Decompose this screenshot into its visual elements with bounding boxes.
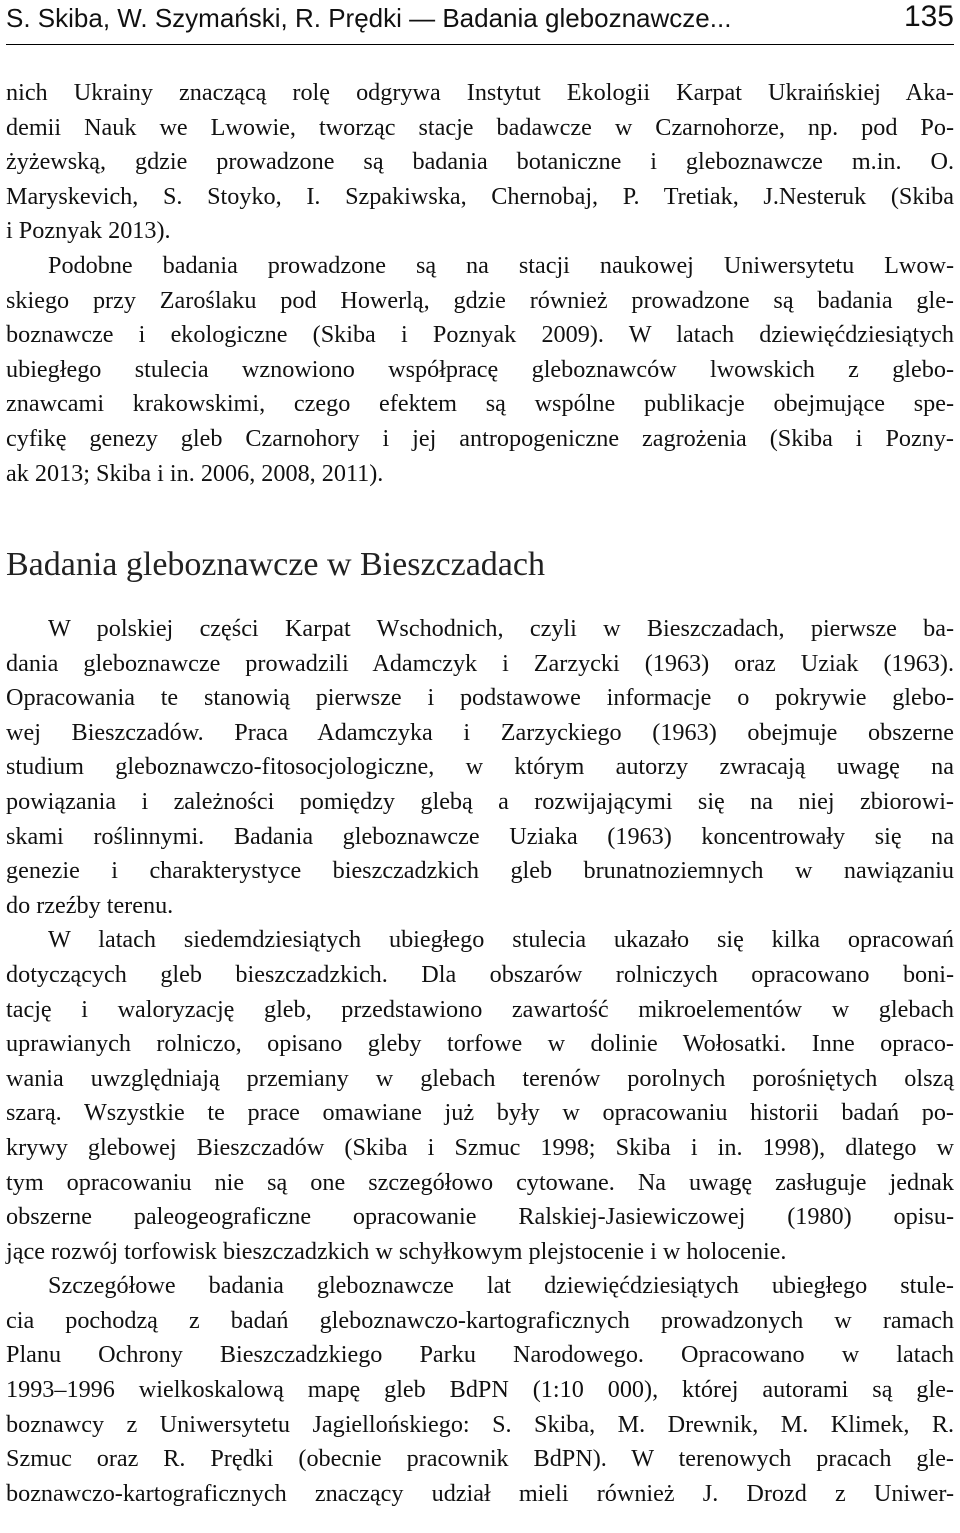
text-line: i Poznyak 2013). bbox=[6, 217, 171, 245]
text-line: szarą. Wszystkie te prace omawiane już były w opracowaniu historii badań po- bbox=[6, 1099, 954, 1127]
text-line: nich Ukrainy znaczącą rolę odgrywa Instytut Ekologii Karpat Ukraińskiej Aka- bbox=[6, 79, 954, 106]
text-line: W latach siedemdziesiątych ubiegłego stulecia ukazało się kilka opracowań bbox=[48, 926, 954, 954]
text-line: żyżewską, gdzie prowadzone są badania botaniczne i gleboznawcze m.in. O. bbox=[6, 148, 954, 176]
paragraph bbox=[6, 76, 954, 249]
text-line: Opracowania te stanowią pierwsze i podstawowe informacje o pokrywie glebo- bbox=[6, 684, 954, 712]
text-line: 1993–1996 wielkoskalową mapę gleb BdPN (1:10 000), której autorami są gle- bbox=[6, 1376, 954, 1404]
text-line: uprawianych rolniczo, opisano gleby torfowe w dolinie Wołosatki. Inne opraco- bbox=[6, 1030, 954, 1058]
paragraph bbox=[6, 1269, 954, 1511]
paragraph bbox=[6, 249, 954, 491]
text-line: tację i waloryzację gleb, przedstawiono zawartość mikroelementów w glebach bbox=[6, 995, 954, 1023]
text-line: skiego przy Zaroślaku pod Howerlą, gdzie również prowadzone są badania gle- bbox=[6, 286, 954, 314]
text-line: wania uwzględniają przemiany w glebach terenów porolnych porośniętych olszą bbox=[6, 1064, 954, 1092]
text-line: ubiegłego stulecia wznowiono współpracę gleboznawców lwowskich z glebo- bbox=[6, 355, 954, 383]
section-text bbox=[6, 612, 954, 1511]
running-title: S. Skiba, W. Szymański, R. Prędki — Badania gleboznawcze... bbox=[6, 3, 732, 33]
text-line: dania gleboznawcze prowadzili Adamczyk i Zarzycki (1963) oraz Uziak (1963). bbox=[6, 649, 954, 677]
text-line: skami roślinnymi. Badania gleboznawcze Uziaka (1963) koncentrowały się na bbox=[6, 822, 954, 850]
text-line: genezie i charakterystyce bieszczadzkich gleb brunatnoziemnych w nawiązaniu bbox=[6, 857, 954, 885]
text-line: do rzeźby terenu. bbox=[6, 891, 174, 919]
page-number: 135 bbox=[903, 0, 954, 33]
text-line: Podobne badania prowadzone są na stacji naukowej Uniwersytetu Lwow- bbox=[48, 251, 954, 279]
text-line: ak 2013; Skiba i in. 2006, 2008, 2011). bbox=[6, 459, 384, 487]
intro-text bbox=[6, 76, 954, 491]
text-line: powiązania i zależności pomiędzy glebą a rozwijającymi się na niej zbiorowi- bbox=[6, 787, 954, 815]
text-line: Maryskevich, S. Stoyko, I. Szpakiwska, Chernobaj, P. Tretiak, J.Nesteruk (Skiba bbox=[6, 182, 954, 210]
paragraph bbox=[6, 612, 954, 923]
running-header bbox=[6, 0, 954, 45]
text-line: W polskiej części Karpat Wschodnich, czyli w Bieszczadach, pierwsze ba- bbox=[48, 615, 954, 642]
text-line: obszerne paleogeograficzne opracowanie Ralskiej-Jasiewiczowej (1980) opisu- bbox=[6, 1203, 954, 1231]
text-line: dotyczących gleb bieszczadzkich. Dla obszarów rolniczych opracowano boni- bbox=[6, 960, 954, 988]
text-line: studium gleboznawczo-fitosocjologiczne, w którym autorzy zwracają uwagę na bbox=[6, 753, 954, 781]
text-line: cyfikę genezy gleb Czarnohory i jej antropogeniczne zagrożenia (Skiba i Pozny- bbox=[6, 424, 954, 452]
text-line: boznawczo-kartograficznych znaczący udział mieli również J. Drozd z Uniwer- bbox=[6, 1479, 954, 1507]
section-heading: Badania gleboznawcze w Bieszczadach bbox=[6, 546, 545, 583]
text-line: znawcami krakowskimi, czego efektem są wspólne publikacje obejmujące spe- bbox=[6, 390, 954, 418]
text-line: wej Bieszczadów. Praca Adamczyka i Zarzyckiego (1963) obejmuje obszerne bbox=[6, 718, 954, 746]
text-line: Planu Ochrony Bieszczadzkiego Parku Narodowego. Opracowano w latach bbox=[6, 1341, 954, 1369]
text-line: krywy glebowej Bieszczadów (Skiba i Szmuc 1998; Skiba i in. 1998), dlatego w bbox=[6, 1133, 954, 1161]
text-line: demii Nauk we Lwowie, tworząc stacje badawcze w Czarnohorze, np. pod Po- bbox=[6, 113, 954, 141]
text-line: boznawcy z Uniwersytetu Jagiellońskiego: S. Skiba, M. Drewnik, M. Klimek, R. bbox=[6, 1410, 954, 1438]
text-line: Szczegółowe badania gleboznawcze lat dziewięćdziesiątych ubiegłego stule- bbox=[48, 1272, 954, 1300]
text-line: cia pochodzą z badań gleboznawczo-kartograficznych prowadzonych w ramach bbox=[6, 1306, 954, 1334]
paragraph bbox=[6, 923, 954, 1269]
text-line: boznawcze i ekologiczne (Skiba i Poznyak 2009). W latach dziewięćdziesiątych bbox=[6, 321, 954, 349]
text-line: tym opracowaniu nie są one szczegółowo cytowane. Na uwagę zasługuje jednak bbox=[6, 1168, 954, 1196]
text-line: jące rozwój torfowisk bieszczadzkich w schyłkowym plejstocenie i w holocenie. bbox=[6, 1237, 787, 1265]
text-line: Szmuc oraz R. Prędki (obecnie pracownik BdPN). W terenowych pracach gle- bbox=[6, 1445, 954, 1473]
